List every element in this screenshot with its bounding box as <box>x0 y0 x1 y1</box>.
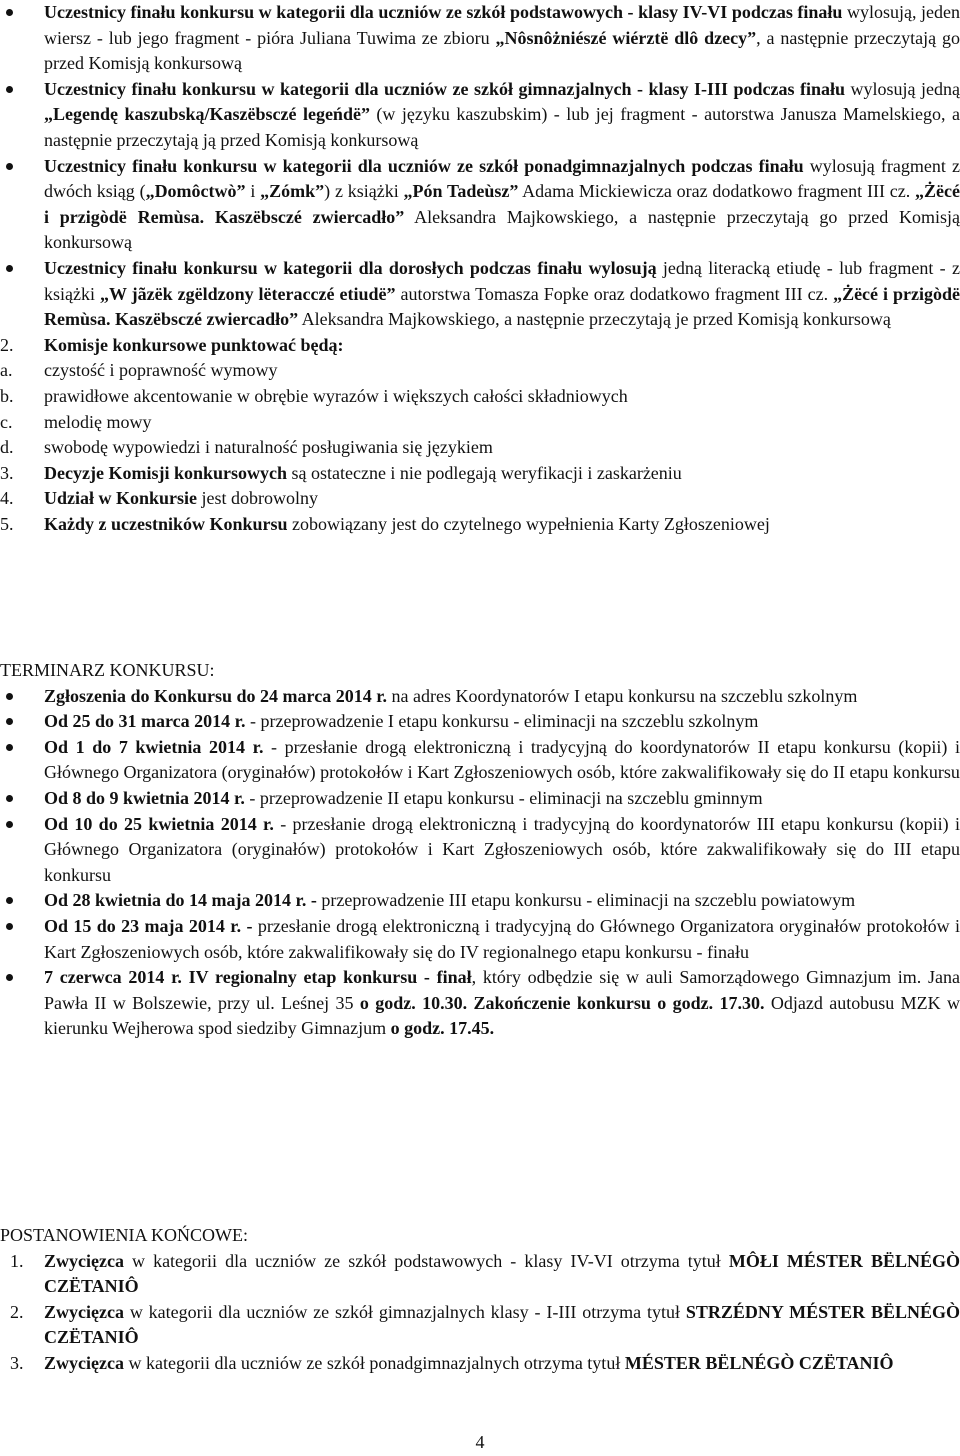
resolutions-section <box>0 1223 960 1377</box>
participant-item-secondary: Uczestnicy finału konkursu w kategorii dla uczniów ze szkół ponadgimnazjalnych podczas finału wylosują fragment z dwóch ksiąg („Domôctwò” i „Zómk”) z książki „Pón Tadeùsz” Adama Mickiewicza oraz dodatkowo fragment III cz. „Żëcé i przigòdë Remùsa. Kaszëbsczé zwiercadło” Aleksandra Majkowskiego, a następnie przeczytają go przed Komisją konkursową <box>0 154 960 256</box>
schedule-item-final: 7 czerwca 2014 r. IV regionalny etap konkursu - finał, który odbędzie się w auli Samorządowego Gimnazjum im. Jana Pawła II w Bolszewie, przy ul. Leśnej 35 o godz. 10.30. Zakończenie konkursu o godz. 17.30. Odjazd autobusu MZK w kierunku Wejherowa spod siedziby Gimnazjum o godz. 17.45. <box>0 965 960 1042</box>
schedule-item: Od 25 do 31 marca 2014 r. - przeprowadzenie I etapu konkursu - eliminacji na szczeblu szkolnym <box>0 709 960 735</box>
schedule-title: TERMINARZ KONKURSU: <box>0 660 215 680</box>
participants-list <box>0 0 960 537</box>
schedule-item: Od 1 do 7 kwietnia 2014 r. - przesłanie drogą elektroniczną i tradycyjną do koordynatorów II etapu konkursu (kopii) i Głównego Organizatora (oryginałów) protokołów i Kart Zgłoszeniowych osób, które zakwalifikowały się do II etapu konkursu <box>0 735 960 786</box>
rule-5: 5. Każdy z uczestników Konkursu zobowiązany jest do czytelnego wypełnienia Karty Zgłoszeniowej <box>0 513 770 534</box>
schedule-item: Zgłoszenia do Konkursu do 24 marca 2014 r. na adres Koordynatorów I etapu konkursu na szczeblu szkolnym <box>0 684 960 710</box>
page-number: 4 <box>475 1432 485 1452</box>
criterion-a: a. czystość i poprawność wymowy <box>0 360 278 381</box>
rule-3: 3. Decyzje Komisji konkursowych są ostateczne i nie podlegają weryfikacji i zaskarżeniu <box>0 462 682 483</box>
resolutions-title: POSTANOWIENIA KOŃCOWE: <box>0 1225 249 1245</box>
participant-item-primary: Uczestnicy finału konkursu w kategorii dla uczniów ze szkół podstawowych - klasy IV-VI podczas finału wylosują, jeden wiersz - lub jego fragment - pióra Juliana Tuwima ze zbioru „Nôsnôżniészé wiérztë dlô dzecy”, a następnie przeczytają go przed Komisją konkursową <box>0 0 960 77</box>
rule-2: 2. Komisje konkursowe punktować będą: <box>0 334 344 355</box>
criterion-d: d. swobodę wypowiedzi i naturalność posługiwania się językiem <box>0 437 493 458</box>
criterion-c: c. melodię mowy <box>0 411 152 432</box>
rule-4: 4. Udział w Konkursie jest dobrowolny <box>0 488 319 509</box>
schedule-item: Od 15 do 23 maja 2014 r. - przesłanie drogą elektroniczną i tradycyjną do Głównego Organizatora oryginałów protokołów i Kart Zgłoszeniowych osób, które zakwalifikowały się do IV regionalnego etapu konkursu - finału <box>0 914 960 965</box>
schedule-item: Od 10 do 25 kwietnia 2014 r. - przesłanie drogą elektroniczną i tradycyjną do koordynatorów III etapu konkursu (kopii) i Głównego Organizatora (oryginałów) protokołów i Kart Zgłoszeniowych osób, które zakwalifikowały się do III etapu konkursu <box>0 812 960 889</box>
criterion-b: b. prawidłowe akcentowanie w obrębie wyrazów i większych całości składniowych <box>0 385 628 406</box>
participant-item-adults: Uczestnicy finału konkursu w kategorii dla dorosłych podczas finału wylosują jedną literacką etiudę - lub fragment - z książki „W jãzëk zgëldzony lëteracczé etiudë” autorstwa Tomasza Fopke oraz dodatkowo fragment III cz. „Żëcé i przigòdë Remùsa. Kaszëbsczé zwiercadło” Aleksandra Majkowskiego, a następnie przeczytają je przed Komisją konkursową <box>0 256 960 333</box>
resolution-item: 2. Zwycięzca w kategorii dla uczniów ze szkół gimnazjalnych klasy - I-III otrzyma tytuł STRZÉDNY MÉSTER BËLNÉGÒ CZËTANIÔ <box>10 1301 960 1348</box>
schedule-item: Od 8 do 9 kwietnia 2014 r. - przeprowadzenie II etapu konkursu - eliminacji na szczeblu gminnym <box>0 786 960 812</box>
resolution-item: 3. Zwycięzca w kategorii dla uczniów ze szkół ponadgimnazjalnych otrzyma tytuł MÉSTER BËLNÉGÒ CZËTANIÔ <box>10 1352 894 1373</box>
schedule-section <box>0 658 960 1042</box>
participant-item-gymnasium: Uczestnicy finału konkursu w kategorii dla uczniów ze szkół gimnazjalnych - klasy I-III podczas finału wylosują jedną „Legendę kaszubską/Kaszëbsczé legeńdë” (w języku kaszubskim) - lub jej fragment - autorstwa Janusza Mamelskiego, a następnie przeczytają ją przed Komisją konkursową <box>0 77 960 154</box>
resolution-item: 1. Zwycięzca w kategorii dla uczniów ze szkół podstawowych - klasy IV-VI otrzyma tytuł MÔŁI MÉSTER BËLNÉGÒ CZËTANIÔ <box>10 1250 960 1297</box>
schedule-item: Od 28 kwietnia do 14 maja 2014 r. - przeprowadzenie III etapu konkursu - eliminacji na szczeblu powiatowym <box>0 888 960 914</box>
